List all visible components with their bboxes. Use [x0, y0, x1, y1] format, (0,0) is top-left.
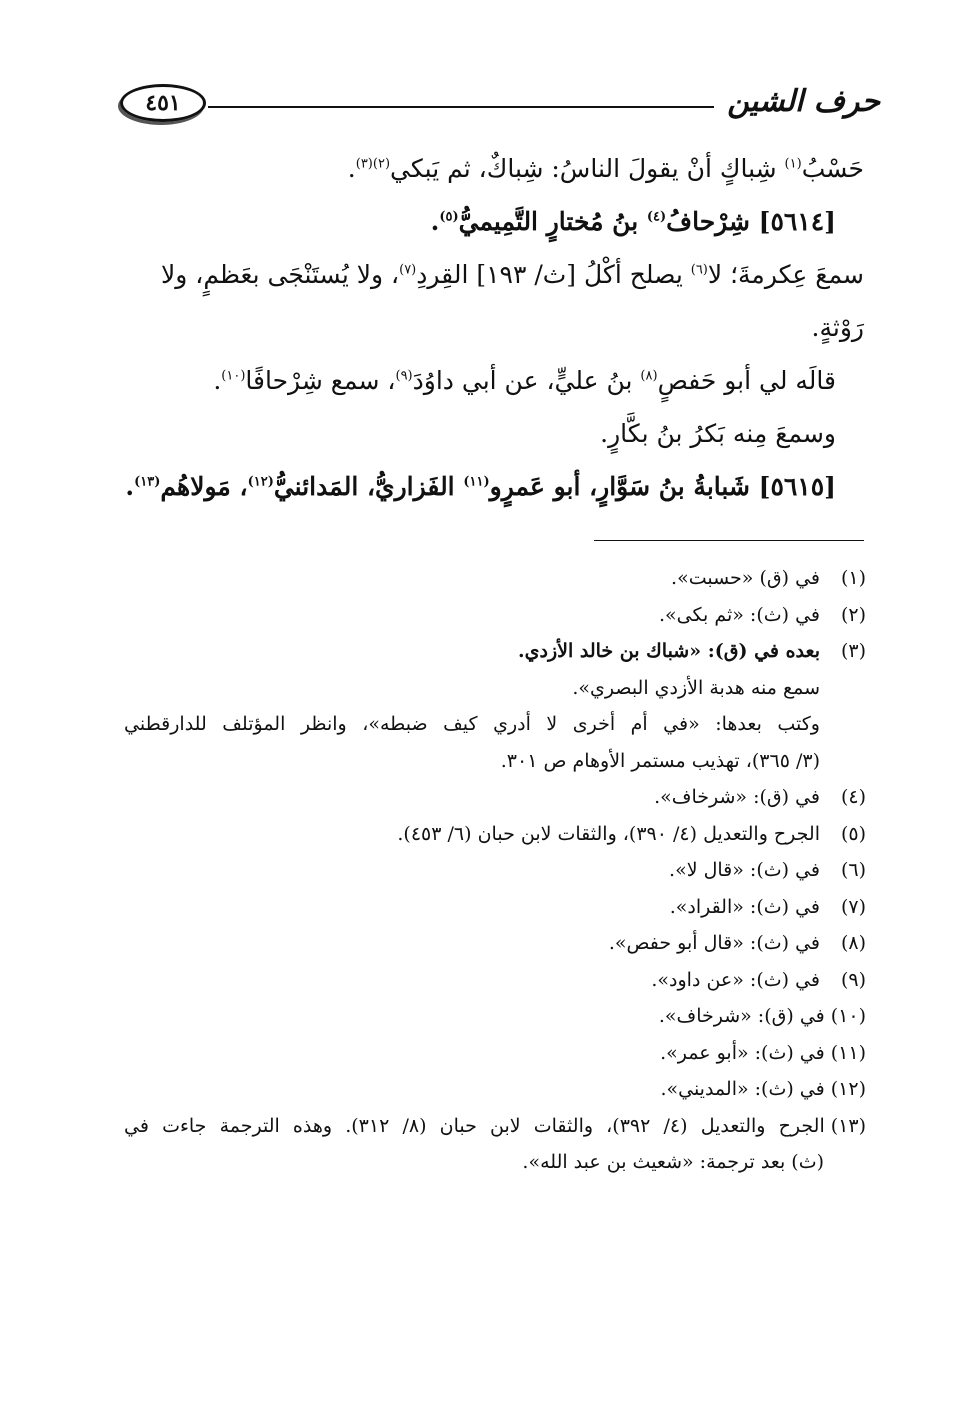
footnote-text: في (ث): «المديني». — [660, 1078, 825, 1100]
footnote — [124, 1035, 866, 1072]
footnote — [124, 633, 866, 670]
footnote — [124, 852, 866, 889]
footnote-ref[interactable]: (٧) — [399, 262, 417, 278]
footnote-number: (٣) — [840, 640, 866, 662]
footnote-number: (١١) — [830, 1041, 866, 1064]
footnote — [124, 925, 866, 962]
entry-heading: [٥٦١٤] شِرْحافُ$^{(٤)}$ بنُ مُختارٍ التَّمِيميُّ$^{(٥)}$. — [430, 207, 836, 236]
footnote-number: (٥) — [840, 822, 866, 845]
footnote-number: (٤) — [840, 786, 866, 808]
footnote-number: (١٢) — [830, 1078, 866, 1100]
footnote-number: (٩) — [840, 968, 866, 991]
footnote — [124, 1108, 866, 1145]
footnote — [124, 779, 866, 816]
footnote-number: (٧) — [840, 895, 866, 918]
footnote-text: (ث) بعد ترجمة: «شعيث بن عبد الله». — [522, 1151, 824, 1173]
header-rule — [208, 106, 714, 108]
footnote-text: في (ق) «حسبت». — [671, 567, 820, 589]
footnote-text: الجرح والتعديل (٤/ ٣٩٢)، والثقات لابن حبان (٨/ ٣١٢). وهذه الترجمة جاءت في — [124, 1114, 825, 1137]
footnote-text: في (ق): «شرخاف». — [654, 786, 820, 808]
footnote-number: (٨) — [840, 932, 866, 954]
footnote-number: (١) — [840, 567, 866, 589]
footnote-number: (١٣) — [830, 1114, 866, 1137]
footnote-text: الجرح والتعديل (٤/ ٣٩٠)، والثقات لابن حبان (٦/ ٤٥٣). — [397, 822, 820, 845]
footnote-ref[interactable]: (٥) — [439, 209, 459, 225]
footnote — [124, 597, 866, 634]
footnote-text: في (ث): «قال أبو حفص». — [608, 932, 820, 954]
footnote-ref[interactable]: (٨) — [640, 368, 658, 384]
footnote — [124, 560, 866, 597]
footnote-ref[interactable]: (٤) — [646, 209, 667, 225]
page-header — [112, 78, 880, 128]
footnote-number: (٦) — [840, 859, 866, 881]
footnote-text: في (ق): «شرخاف». — [658, 1005, 825, 1027]
footnote-separator — [594, 540, 864, 541]
page-number-badge: ٤٥١ — [120, 84, 206, 122]
body-paragraph: قالَه لي أبو حَفصٍ$^{(٨)}$ بنُ عليٍّ، عن أبي داوُدَ$^{(٩)}$، سمع شِرْحافًا$^{(١٠)}$. — [213, 366, 836, 395]
footnote-ref[interactable]: (١١) — [463, 474, 490, 490]
footnotes — [124, 560, 866, 1181]
footnote — [124, 816, 866, 853]
body-line: رَوْثةٍ. — [811, 313, 864, 342]
footnote-ref[interactable]: (١٠) — [221, 368, 246, 384]
footnote-ref[interactable]: (٦) — [690, 262, 708, 278]
footnote-ref[interactable]: (٢)(٣) — [355, 156, 391, 172]
footnote-text: في (ث): «عن داود». — [651, 968, 820, 991]
footnote — [124, 998, 866, 1035]
body-paragraph: وسمعَ مِنه بَكرُ بنُ بكَّارٍ. — [600, 419, 836, 448]
footnote — [124, 889, 866, 926]
body-line: حَسْبُ$^{(١)}$ شِباكٍ أنْ يقولَ الناسُ: شِباكٌ، ثم يَبكي$^{(٢)(٣)}$. — [347, 154, 864, 183]
footnote-text: في (ث): «قال لا». — [669, 859, 820, 881]
footnote-number: (١٠) — [830, 1005, 866, 1027]
footnote — [124, 1071, 866, 1108]
footnote-text: بعده في (ق): «شباك بن خالد الأزدي. — [518, 640, 820, 662]
footnote-text: وكتب بعدها: «في أم أخرى لا أدري كيف ضبطه»، وانظر المؤتلف للدارقطني — [124, 713, 820, 735]
chapter-title: حرف الشين — [727, 84, 880, 119]
footnote-ref[interactable]: (١) — [784, 156, 802, 172]
footnote-text: في (ث): «ثم بكى». — [659, 603, 820, 626]
footnote — [124, 962, 866, 999]
entry-heading: [٥٦١٥] شَبابةُ بنُ سَوَّارٍ، أبو عَمرٍو$^{(١١)}$ الفَزاريُّ، المَدائنيُّ$^{(١٢)}$، مَولاهُم$^{(١٣)}$. — [125, 472, 836, 501]
footnote-number: (٢) — [840, 603, 866, 626]
footnote-ref[interactable]: (١٢) — [247, 474, 274, 490]
body-paragraph: سمعَ عِكرمةَ؛ لا$^{(٦)}$ يصلح أكْلُ [ث/ ١٩٣] القِردِ$^{(٧)}$، ولا يُستَنْجَى بعَظمٍ، ولا — [161, 260, 864, 289]
main-text — [118, 142, 864, 513]
footnote-ref[interactable]: (٩) — [395, 368, 413, 384]
footnote-text: (٣/ ٣٦٥)، تهذيب مستمر الأوهام ص ٣٠١. — [500, 749, 820, 772]
footnote-text: في (ث): «أبو عمر». — [660, 1041, 825, 1064]
footnote-text: في (ث): «القراد». — [669, 895, 820, 918]
footnote-ref[interactable]: (١٣) — [134, 474, 161, 490]
footnote-text: سمع منه هدبة الأزدي البصري». — [572, 676, 820, 699]
